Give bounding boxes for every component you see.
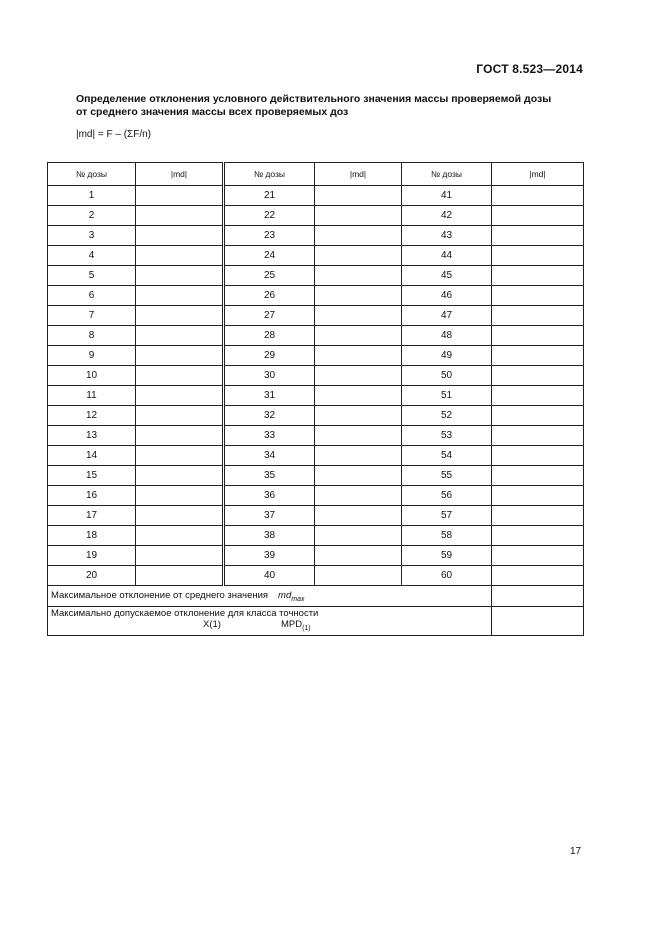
md-value-cell	[315, 526, 402, 546]
md-value-cell	[492, 466, 584, 486]
md-value-cell	[492, 406, 584, 426]
md-value-cell	[315, 426, 402, 446]
accuracy-class-x: X(1)	[203, 619, 221, 631]
dose-number-cell: 1	[48, 186, 136, 206]
table-row	[48, 366, 584, 386]
md-value-cell	[492, 306, 584, 326]
table-row	[48, 306, 584, 326]
md-value-cell	[136, 226, 224, 246]
md-value-cell	[136, 266, 224, 286]
section-title	[76, 93, 551, 119]
dose-number-cell: 57	[402, 506, 492, 526]
dose-number-cell: 58	[402, 526, 492, 546]
header-dose-no: № дозы	[402, 163, 492, 186]
dose-number-cell: 20	[48, 566, 136, 586]
md-value-cell	[136, 406, 224, 426]
table-row	[48, 206, 584, 226]
table-row	[48, 226, 584, 246]
table-row	[48, 526, 584, 546]
md-value-cell	[136, 486, 224, 506]
md-value-cell	[315, 326, 402, 346]
md-value-cell	[492, 546, 584, 566]
dose-number-cell: 11	[48, 386, 136, 406]
dose-number-cell: 22	[224, 206, 315, 226]
md-value-cell	[492, 326, 584, 346]
md-value-cell	[136, 426, 224, 446]
md-value-cell	[492, 566, 584, 586]
table-row	[48, 506, 584, 526]
mpd-row	[48, 607, 584, 636]
mpd-text: Максимально допускаемое отклонение для класса точности	[51, 608, 319, 620]
dose-number-cell: 28	[224, 326, 315, 346]
md-value-cell	[136, 466, 224, 486]
md-value-cell	[136, 326, 224, 346]
md-value-cell	[136, 246, 224, 266]
max-deviation-value	[492, 586, 584, 607]
dose-number-cell: 54	[402, 446, 492, 466]
dose-number-cell: 34	[224, 446, 315, 466]
dose-number-cell: 10	[48, 366, 136, 386]
md-value-cell	[315, 486, 402, 506]
md-value-cell	[136, 446, 224, 466]
header-dose-no: № дозы	[224, 163, 315, 186]
md-value-cell	[315, 306, 402, 326]
table-row	[48, 266, 584, 286]
table-row	[48, 346, 584, 366]
dose-number-cell: 7	[48, 306, 136, 326]
dose-number-cell: 24	[224, 246, 315, 266]
md-value-cell	[136, 566, 224, 586]
formula-rhs: = F – (ΣF/n)	[95, 129, 152, 140]
table-row	[48, 446, 584, 466]
title-line-1: Определение отклонения условного действительного значения массы проверяемой дозы	[76, 93, 552, 105]
md-value-cell	[136, 286, 224, 306]
max-deviation-row	[48, 586, 584, 607]
dose-number-cell: 33	[224, 426, 315, 446]
title-line-2: от среднего значения массы всех проверяемых доз	[76, 106, 349, 118]
dose-number-cell: 37	[224, 506, 315, 526]
page-number: 17	[570, 846, 582, 857]
dose-number-cell: 15	[48, 466, 136, 486]
header-md: |md|	[492, 163, 584, 186]
md-value-cell	[315, 286, 402, 306]
md-value-cell	[492, 286, 584, 306]
dose-number-cell: 49	[402, 346, 492, 366]
dose-number-cell: 46	[402, 286, 492, 306]
dose-number-cell: 4	[48, 246, 136, 266]
table-row	[48, 406, 584, 426]
md-value-cell	[315, 446, 402, 466]
dose-number-cell: 40	[224, 566, 315, 586]
dose-number-cell: 55	[402, 466, 492, 486]
dose-number-cell: 53	[402, 426, 492, 446]
standard-number: ГОСТ 8.523—2014	[476, 62, 583, 76]
dose-number-cell: 9	[48, 346, 136, 366]
md-value-cell	[492, 386, 584, 406]
md-value-cell	[315, 466, 402, 486]
max-deviation-text: Максимальное отклонение от среднего значения	[51, 589, 269, 601]
mpd-value	[492, 607, 584, 636]
header-md: |md|	[136, 163, 224, 186]
max-deviation-label	[48, 586, 492, 607]
md-value-cell	[492, 446, 584, 466]
dose-number-cell: 51	[402, 386, 492, 406]
header-dose-no: № дозы	[48, 163, 136, 186]
md-value-cell	[315, 506, 402, 526]
table-row	[48, 426, 584, 446]
md-value-cell	[136, 366, 224, 386]
md-value-cell	[315, 566, 402, 586]
dose-number-cell: 16	[48, 486, 136, 506]
dose-number-cell: 25	[224, 266, 315, 286]
table-row	[48, 326, 584, 346]
dose-table	[47, 162, 584, 636]
dose-number-cell: 14	[48, 446, 136, 466]
dose-number-cell: 36	[224, 486, 315, 506]
dose-number-cell: 48	[402, 326, 492, 346]
md-value-cell	[136, 506, 224, 526]
dose-number-cell: 38	[224, 526, 315, 546]
md-value-cell	[492, 366, 584, 386]
md-value-cell	[492, 506, 584, 526]
dose-number-cell: 6	[48, 286, 136, 306]
formula-lhs: |md|	[76, 129, 96, 140]
table-row	[48, 486, 584, 506]
md-value-cell	[136, 526, 224, 546]
dose-number-cell: 27	[224, 306, 315, 326]
dose-number-cell: 23	[224, 226, 315, 246]
md-value-cell	[136, 386, 224, 406]
md-value-cell	[315, 186, 402, 206]
md-value-cell	[492, 226, 584, 246]
dose-number-cell: 18	[48, 526, 136, 546]
md-value-cell	[315, 246, 402, 266]
dose-number-cell: 43	[402, 226, 492, 246]
md-value-cell	[136, 346, 224, 366]
dose-number-cell: 59	[402, 546, 492, 566]
dose-number-cell: 35	[224, 466, 315, 486]
dose-number-cell: 47	[402, 306, 492, 326]
md-value-cell	[492, 206, 584, 226]
table-row	[48, 466, 584, 486]
mpd-label	[48, 607, 492, 636]
dose-number-cell: 52	[402, 406, 492, 426]
dose-number-cell: 5	[48, 266, 136, 286]
md-value-cell	[315, 406, 402, 426]
dose-number-cell: 56	[402, 486, 492, 506]
table-row	[48, 546, 584, 566]
md-value-cell	[315, 346, 402, 366]
md-max-symbol: $md_{max}$	[278, 589, 305, 603]
dose-number-cell: 45	[402, 266, 492, 286]
md-value-cell	[315, 386, 402, 406]
md-value-cell	[492, 486, 584, 506]
table-header-row	[48, 163, 584, 186]
md-value-cell	[136, 546, 224, 566]
dose-number-cell: 30	[224, 366, 315, 386]
table-row	[48, 566, 584, 586]
dose-number-cell: 31	[224, 386, 315, 406]
dose-number-cell: 21	[224, 186, 315, 206]
md-value-cell	[315, 266, 402, 286]
mpd-symbol: $MPD_{(1)}$	[280, 619, 311, 632]
md-value-cell	[315, 206, 402, 226]
dose-number-cell: 2	[48, 206, 136, 226]
dose-number-cell: 3	[48, 226, 136, 246]
formula	[76, 129, 151, 140]
table-row	[48, 386, 584, 406]
md-value-cell	[136, 186, 224, 206]
dose-number-cell: 60	[402, 566, 492, 586]
md-value-cell	[492, 246, 584, 266]
table-row	[48, 186, 584, 206]
dose-number-cell: 29	[224, 346, 315, 366]
dose-number-cell: 19	[48, 546, 136, 566]
dose-number-cell: 12	[48, 406, 136, 426]
dose-number-cell: 42	[402, 206, 492, 226]
header-md: |md|	[315, 163, 402, 186]
md-value-cell	[315, 366, 402, 386]
dose-number-cell: 41	[402, 186, 492, 206]
md-value-cell	[492, 426, 584, 446]
dose-number-cell: 8	[48, 326, 136, 346]
md-value-cell	[492, 186, 584, 206]
md-value-cell	[136, 206, 224, 226]
dose-number-cell: 44	[402, 246, 492, 266]
dose-number-cell: 26	[224, 286, 315, 306]
md-value-cell	[136, 306, 224, 326]
dose-number-cell: 50	[402, 366, 492, 386]
md-value-cell	[315, 226, 402, 246]
md-value-cell	[492, 266, 584, 286]
table-row	[48, 286, 584, 306]
md-value-cell	[492, 526, 584, 546]
table-row	[48, 246, 584, 266]
dose-number-cell: 32	[224, 406, 315, 426]
dose-number-cell: 13	[48, 426, 136, 446]
dose-number-cell: 17	[48, 506, 136, 526]
dose-number-cell: 39	[224, 546, 315, 566]
md-value-cell	[492, 346, 584, 366]
md-value-cell	[315, 546, 402, 566]
